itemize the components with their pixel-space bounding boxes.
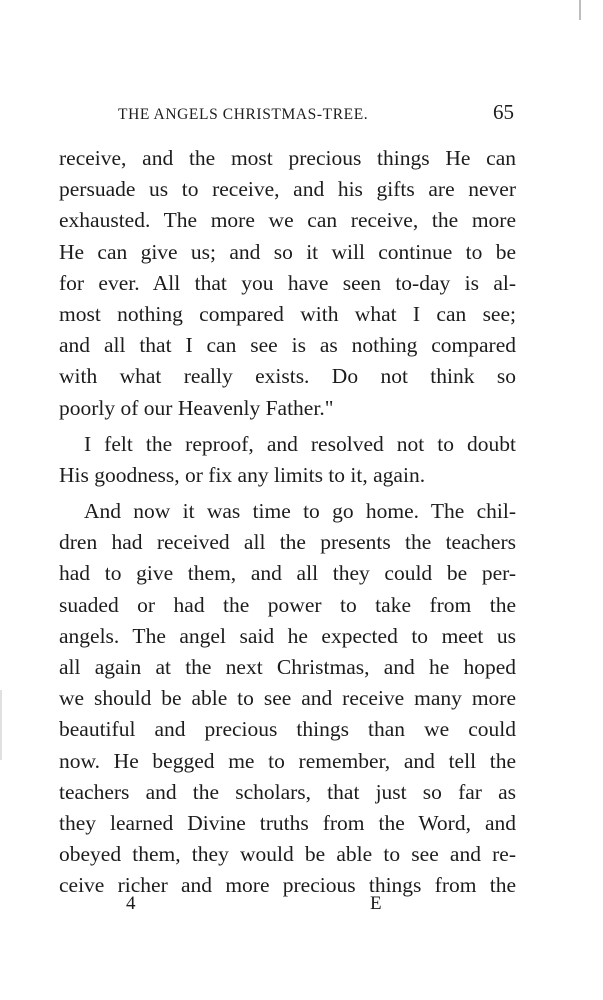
text-line: angels. The angel said he expected to meet us [59,623,516,648]
text-line: obeyed them, they would be able to see and re- [59,842,516,867]
running-header [118,100,514,130]
running-title: THE ANGELS CHRISTMAS-TREE. [118,106,369,123]
text-line: ceive richer and more precious things from the [59,873,516,898]
text-line: all again at the next Christmas, and he hoped [59,655,516,679]
body-text [59,143,516,902]
text-line: And now it was time to go home. The chil- [84,499,516,524]
text-line: poorly of our Heavenly Father." [59,395,334,420]
text-line: had to give them, and all they could be per- [59,561,516,586]
text-line: receive, and the most precious things He can [59,146,516,170]
text-line: beautiful and precious things than we could [59,717,516,742]
page-footer [0,893,603,923]
text-line: persuade us to receive, and his gifts are never [59,177,516,202]
text-line: for ever. All that you have seen to-day is al- [59,270,516,295]
text-line: I felt the reproof, and resolved not to doubt [84,431,516,456]
text-line: with what really exists. Do not think so [59,364,516,389]
signature-number: 4 [126,893,136,914]
text-line: teachers and the scholars, that just so far as [59,779,516,804]
text-line: we should be able to see and receive many more [59,686,516,711]
text-line: suaded or had the power to take from the [59,592,516,617]
text-line: His goodness, or fix any limits to it, again. [59,462,426,487]
text-line: exhausted. The more we can receive, the more [59,208,516,233]
text-line: dren had received all the presents the teachers [59,530,516,555]
text-line: most nothing compared with what I can see; [59,301,516,326]
text-line: He can give us; and so it will continue to be [59,239,516,264]
text-line: now. He begged me to remember, and tell the [59,748,516,773]
stray-ink-mark [579,0,581,20]
text-line: they learned Divine truths from the Word, and [59,810,516,835]
page-number: 65 [493,100,514,124]
page-edge-mark [0,690,2,760]
text-line: and all that I can see is as nothing compared [59,333,516,358]
signature-letter: E [370,893,382,914]
